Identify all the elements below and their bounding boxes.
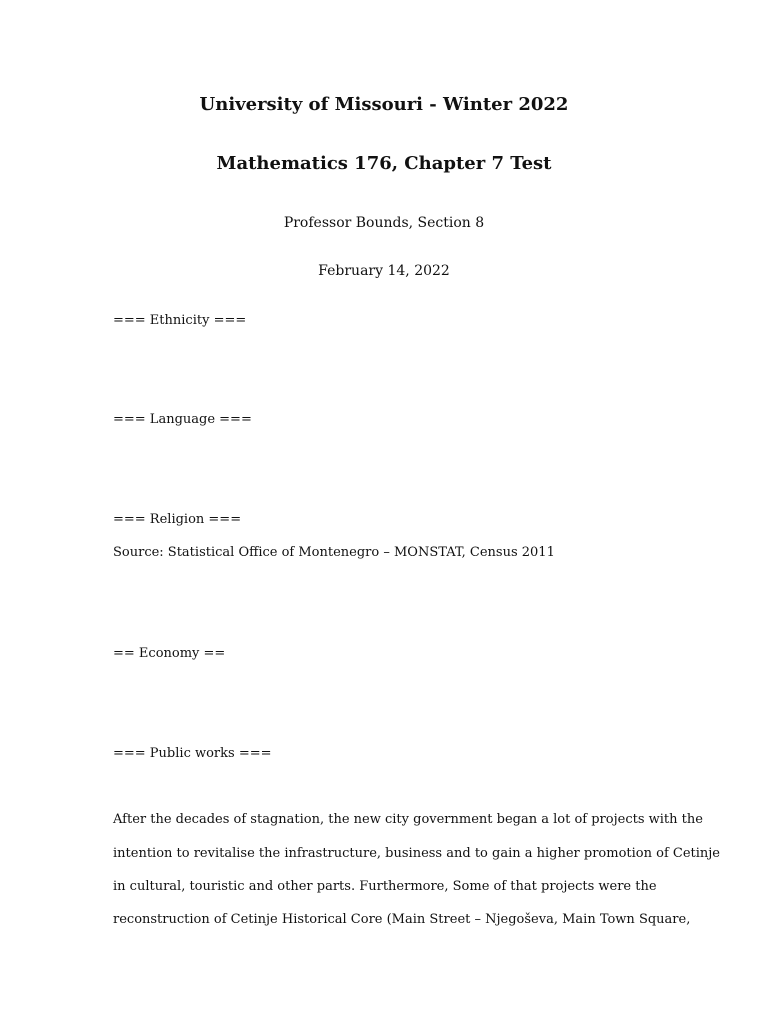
professor-line: Professor Bounds, Section 8 [283,215,485,231]
religion-source: Source: Statistical Office of Montenegro – MONSTAT, Census 2011 [113,545,555,560]
course-title: Mathematics 176, Chapter 7 Test [216,153,552,174]
paragraph-line: After the decades of stagnation, the new city government began a lot of projects with the [113,812,703,827]
university-title: University of Missouri - Winter 2022 [199,94,569,115]
date-line: February 14, 2022 [318,263,450,279]
ethnicity-heading: === Ethnicity === [113,313,247,328]
paragraph-line: intention to revitalise the infrastructure, business and to gain a higher promotion of Cetinje [113,846,721,861]
paragraph-line: reconstruction of Cetinje Historical Core (Main Street – Njegoševa, Main Town Square, [113,912,691,927]
religion-heading: === Religion === [113,512,242,527]
public-works-heading: === Public works === [113,746,272,761]
economy-heading: == Economy == [113,646,226,661]
language-heading: === Language === [113,412,252,427]
paragraph-line: in cultural, touristic and other parts. Furthermore, Some of that projects were the [113,879,657,894]
